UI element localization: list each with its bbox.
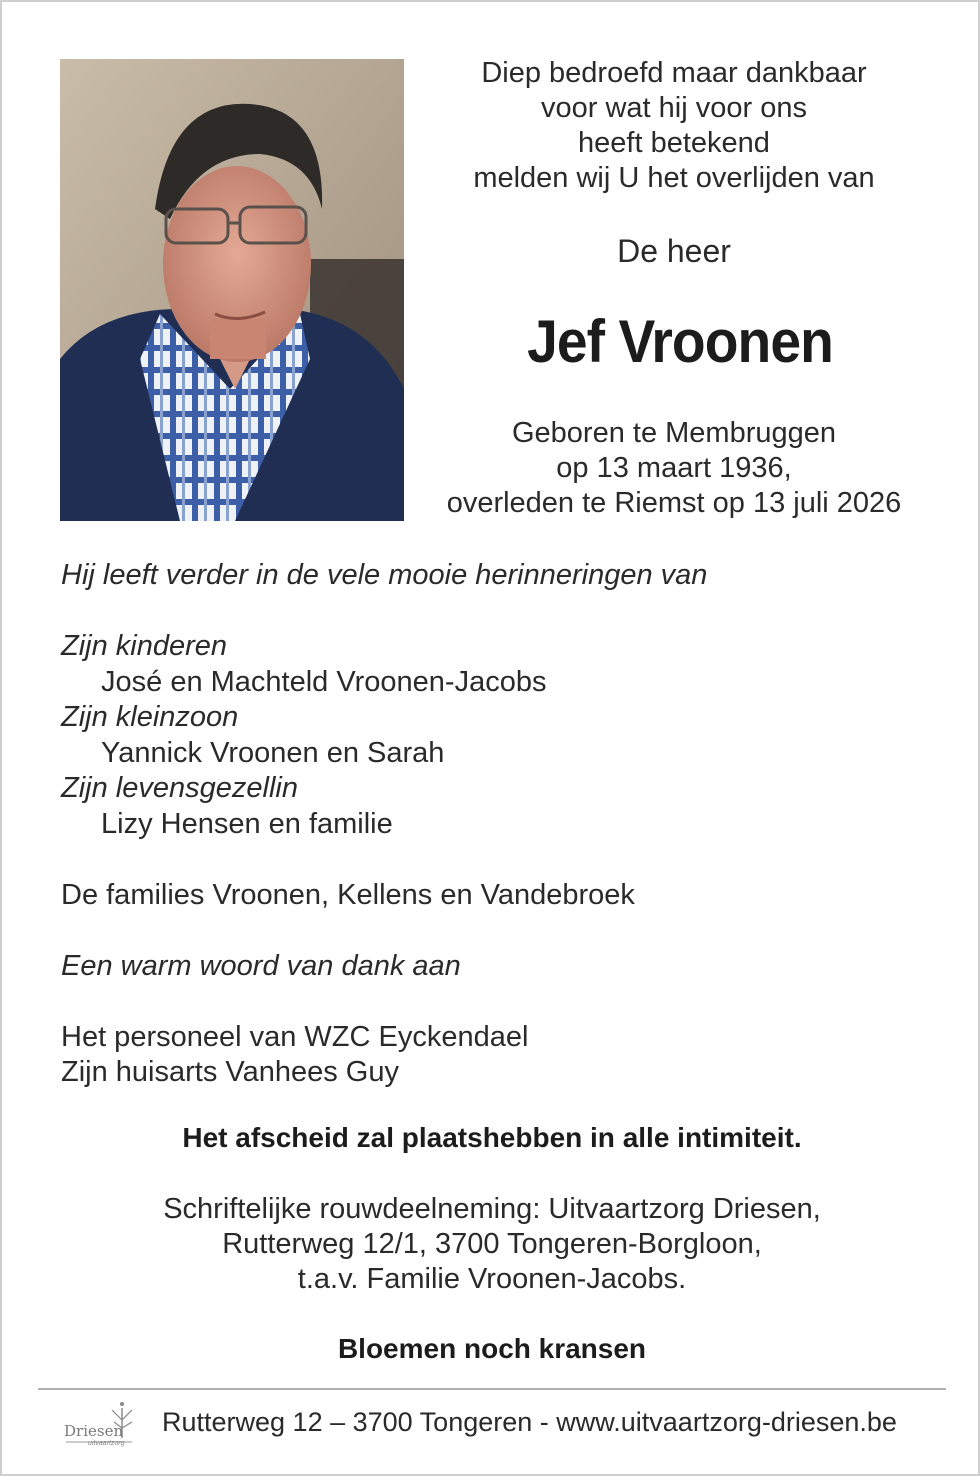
birth-death-info — [404, 416, 944, 521]
thanks-heading: Een warm woord van dank aan — [61, 949, 461, 982]
relation-names: Lizy Hensen en familie — [101, 807, 393, 840]
footer-divider — [38, 1388, 946, 1390]
intro-line: voor wat hij voor ons — [541, 92, 807, 124]
dates-line: op 13 maart 1936, — [556, 452, 792, 484]
relation-heading: Zijn kinderen — [61, 630, 228, 662]
announcement-intro — [414, 56, 934, 196]
address-line: t.a.v. Familie Vroonen-Jacobs. — [297, 1263, 687, 1295]
address-line: Rutterweg 12/1, 3700 Tongeren-Borgloon, — [222, 1228, 762, 1260]
relation-names: Yannick Vroonen en Sarah — [101, 736, 445, 769]
honorific: De heer — [617, 233, 731, 269]
deceased-name: Jef Vroonen — [527, 308, 833, 375]
intro-line: Diep bedroefd maar dankbaar — [481, 57, 867, 89]
intro-line: heeft betekend — [578, 127, 770, 159]
logo-subtitle: uitvaartzorg — [88, 1440, 125, 1447]
dates-line: Geboren te Membruggen — [511, 417, 837, 449]
survivors-intro: Hij leeft verder in de vele mooie herinneringen van — [61, 559, 708, 591]
logo-wordmark: Driesen — [64, 1422, 124, 1440]
dates-line: overleden te Riemst op 13 juli 2026 — [446, 487, 902, 519]
families-line: De families Vroonen, Kellens en Vandebroek — [61, 878, 635, 911]
thanks-line: Zijn huisarts Vanhees Guy — [61, 1056, 399, 1088]
relation-names: José en Machteld Vroonen-Jacobs — [101, 665, 547, 698]
relation-heading: Zijn levensgezellin — [61, 772, 298, 804]
portrait-illustration — [60, 59, 404, 521]
relation-heading: Zijn kleinzoon — [61, 701, 239, 733]
footer-contact: Rutterweg 12 – 3700 Tongeren - www.uitvaartzorg-driesen.be — [162, 1407, 897, 1437]
flowers-notice: Bloemen noch kransen — [337, 1333, 647, 1364]
condolence-address — [2, 1192, 980, 1297]
survivors-section — [61, 558, 941, 1091]
intro-line: melden wij U het overlijden van — [473, 162, 875, 194]
farewell-notice: Het afscheid zal plaatshebben in alle intimiteit. — [182, 1122, 802, 1153]
thanks-line: Het personeel van WZC Eyckendael — [61, 1020, 529, 1053]
portrait-photo — [60, 59, 404, 521]
address-line: Schriftelijke rouwdeelneming: Uitvaartzorg Driesen, — [163, 1193, 821, 1225]
funeral-home-logo — [62, 1398, 144, 1454]
